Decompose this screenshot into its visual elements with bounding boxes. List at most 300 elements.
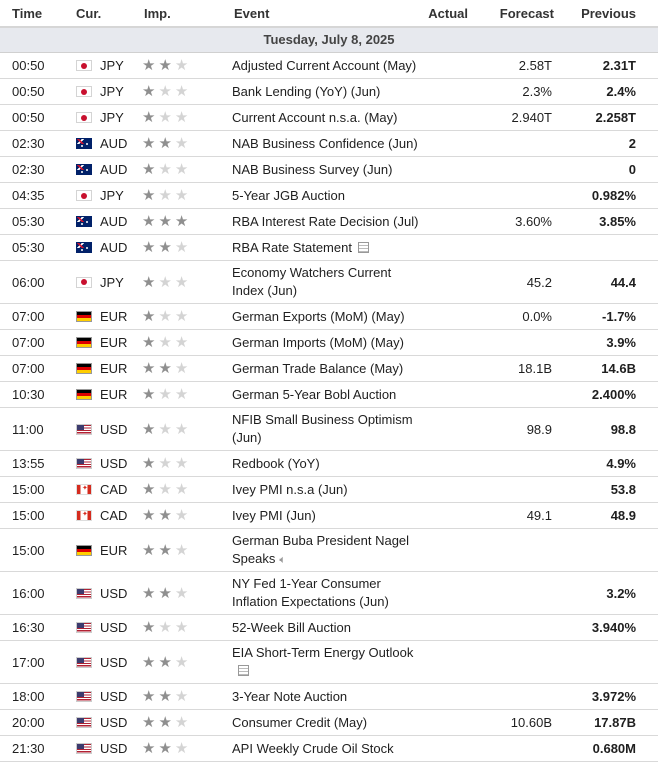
event-name[interactable]	[232, 188, 422, 203]
event-previous: 2.258T	[595, 110, 636, 125]
aud-flag-icon	[76, 242, 92, 253]
event-name[interactable]	[232, 240, 422, 255]
star-icon: ★	[174, 619, 189, 636]
event-forecast: 49.1	[526, 508, 552, 523]
table-row[interactable]	[0, 304, 658, 330]
event-previous: 0	[628, 162, 636, 177]
event-title[interactable]: Current Account n.s.a. (May)	[232, 110, 398, 125]
star-icon: ★	[142, 57, 156, 74]
event-currency	[54, 309, 136, 324]
importance-rating	[136, 508, 232, 523]
table-row[interactable]	[0, 157, 658, 183]
event-currency	[54, 620, 136, 635]
currency-code: EUR	[100, 335, 128, 350]
event-currency	[54, 689, 136, 704]
currency-code: AUD	[100, 136, 128, 151]
star-icon: ★	[158, 420, 172, 438]
event-time: 16:00	[12, 585, 45, 601]
table-row[interactable]	[0, 736, 658, 762]
usd-flag-icon	[76, 657, 92, 668]
currency-code: JPY	[100, 188, 124, 203]
star-icon: ★	[158, 584, 172, 602]
star-icon: ★	[174, 213, 189, 230]
event-currency	[54, 162, 136, 177]
event-currency	[54, 741, 136, 756]
event-name[interactable]	[232, 214, 422, 229]
star-icon: ★	[142, 135, 156, 152]
star-icon: ★	[142, 714, 156, 731]
star-icon: ★	[142, 239, 156, 256]
importance-rating	[136, 58, 232, 73]
currency-code: USD	[100, 715, 128, 730]
importance-rating	[136, 456, 232, 471]
event-title[interactable]: German 5-Year Bobl Auction	[232, 387, 397, 402]
currency-code: USD	[100, 620, 128, 635]
event-title[interactable]: German Exports (MoM) (May)	[232, 309, 405, 324]
usd-flag-icon	[76, 588, 92, 599]
star-icon: ★	[158, 619, 172, 636]
table-row[interactable]	[0, 641, 658, 684]
event-time: 13:55	[12, 456, 45, 471]
eur-flag-icon	[76, 337, 92, 348]
star-icon: ★	[174, 360, 189, 377]
currency-code: AUD	[100, 162, 128, 177]
star-icon: ★	[158, 455, 172, 472]
star-icon: ★	[142, 83, 156, 100]
event-currency	[54, 387, 136, 402]
event-title[interactable]: Ivey PMI (Jun)	[232, 508, 316, 523]
event-forecast: 98.9	[526, 421, 552, 437]
star-icon: ★	[142, 481, 156, 498]
event-title[interactable]: RBA Interest Rate Decision (Jul)	[232, 214, 419, 229]
table-row[interactable]	[0, 503, 658, 529]
eur-flag-icon	[76, 311, 92, 322]
event-time: 07:00	[12, 361, 45, 376]
event-title[interactable]: Consumer Credit (May)	[232, 715, 368, 730]
event-title[interactable]: NFIB Small Business Optimism (Jun)	[232, 412, 413, 445]
event-previous: 3.940%	[591, 620, 636, 635]
event-time: 20:00	[12, 715, 45, 730]
event-previous: 48.9	[610, 508, 636, 523]
event-currency	[54, 275, 136, 290]
event-currency	[54, 543, 136, 558]
star-icon: ★	[142, 308, 156, 325]
event-title[interactable]: Economy Watchers Current Index (Jun)	[232, 265, 392, 298]
currency-code: USD	[100, 741, 128, 756]
event-forecast: 2.58T	[518, 58, 552, 73]
event-name[interactable]	[232, 162, 422, 177]
star-icon: ★	[158, 541, 172, 559]
event-currency	[54, 335, 136, 350]
event-time: 07:00	[12, 335, 45, 350]
event-name[interactable]	[232, 532, 422, 569]
star-icon: ★	[158, 481, 172, 498]
event-title[interactable]: Redbook (YoY)	[232, 456, 320, 471]
event-name[interactable]	[232, 689, 422, 704]
table-row[interactable]	[0, 451, 658, 477]
star-icon: ★	[158, 334, 172, 351]
importance-rating	[136, 741, 232, 756]
event-title[interactable]: NAB Business Confidence (Jun)	[232, 136, 418, 151]
star-icon: ★	[174, 714, 189, 731]
importance-rating	[136, 275, 232, 290]
importance-rating	[136, 655, 232, 670]
event-title[interactable]: 3-Year Note Auction	[232, 689, 348, 704]
aud-flag-icon	[76, 138, 92, 149]
table-row[interactable]	[0, 183, 658, 209]
star-icon: ★	[158, 187, 172, 204]
event-currency	[54, 110, 136, 125]
event-title[interactable]: NY Fed 1-Year Consumer Inflation Expectations (Jun)	[232, 576, 389, 609]
event-title[interactable]: API Weekly Crude Oil Stock	[232, 741, 394, 756]
star-icon: ★	[174, 135, 189, 152]
importance-rating	[136, 84, 232, 99]
event-currency	[54, 586, 136, 601]
event-time: 05:30	[12, 240, 45, 255]
table-row[interactable]	[0, 710, 658, 736]
event-currency	[54, 508, 136, 523]
star-icon: ★	[142, 360, 156, 377]
star-icon: ★	[158, 83, 172, 100]
header-event[interactable]: Event	[234, 5, 270, 21]
event-time: 15:00	[12, 508, 45, 523]
aud-flag-icon	[76, 164, 92, 175]
event-name[interactable]	[232, 361, 422, 376]
currency-code: EUR	[100, 387, 128, 402]
star-icon: ★	[142, 420, 156, 438]
star-icon: ★	[174, 386, 189, 403]
currency-code: JPY	[100, 84, 124, 99]
star-icon: ★	[158, 161, 172, 178]
event-time: 15:00	[12, 542, 45, 558]
event-title[interactable]: German Trade Balance (May)	[232, 361, 404, 376]
currency-code: JPY	[100, 110, 124, 125]
importance-rating	[136, 136, 232, 151]
event-currency	[54, 58, 136, 73]
event-rows	[0, 53, 658, 762]
currency-code: EUR	[100, 361, 128, 376]
star-icon: ★	[174, 541, 189, 559]
date-header: Tuesday, July 8, 2025	[0, 27, 658, 53]
usd-flag-icon	[76, 691, 92, 702]
usd-flag-icon	[76, 458, 92, 469]
event-title[interactable]: Adjusted Current Account (May)	[232, 58, 417, 73]
star-icon: ★	[158, 239, 172, 256]
usd-flag-icon	[76, 717, 92, 728]
header-forecast[interactable]: Forecast	[499, 5, 554, 21]
star-icon: ★	[174, 740, 189, 757]
document-icon	[238, 665, 249, 676]
star-icon: ★	[174, 187, 189, 204]
event-title[interactable]: RBA Rate Statement	[232, 240, 352, 255]
event-name[interactable]	[232, 387, 422, 402]
event-time: 15:00	[12, 482, 45, 497]
star-icon: ★	[142, 109, 156, 126]
event-currency	[54, 188, 136, 203]
event-forecast: 2.940T	[511, 110, 552, 125]
event-name[interactable]	[232, 335, 422, 350]
event-name[interactable]	[232, 58, 422, 73]
star-icon: ★	[158, 688, 172, 705]
event-name[interactable]	[232, 264, 422, 300]
eur-flag-icon	[76, 545, 92, 556]
event-forecast: 18.1B	[518, 361, 552, 376]
importance-rating	[136, 482, 232, 497]
star-icon: ★	[142, 273, 156, 291]
importance-rating	[136, 361, 232, 376]
table-row[interactable]	[0, 330, 658, 356]
event-time: 00:50	[12, 110, 45, 125]
star-icon: ★	[158, 360, 172, 377]
star-icon: ★	[174, 334, 189, 351]
star-icon: ★	[158, 57, 172, 74]
event-time: 16:30	[12, 620, 45, 635]
speaker-icon: 🔈︎	[279, 553, 286, 566]
importance-rating	[136, 335, 232, 350]
table-row[interactable]	[0, 235, 658, 261]
table-row[interactable]	[0, 408, 658, 451]
eur-flag-icon	[76, 363, 92, 374]
currency-code: EUR	[100, 542, 128, 558]
star-icon: ★	[174, 481, 189, 498]
star-icon: ★	[174, 507, 189, 524]
event-name[interactable]	[232, 411, 422, 447]
event-previous: 3.9%	[606, 335, 636, 350]
header-currency[interactable]: Cur.	[76, 5, 102, 21]
event-previous: 3.85%	[599, 214, 636, 229]
cad-flag-icon	[76, 484, 92, 495]
event-currency	[54, 214, 136, 229]
star-icon: ★	[174, 161, 189, 178]
importance-rating	[136, 162, 232, 177]
event-title[interactable]: EIA Short-Term Energy Outlook	[232, 645, 414, 660]
event-currency	[54, 84, 136, 99]
event-previous: 53.8	[610, 482, 636, 497]
importance-rating	[136, 309, 232, 324]
event-previous: 2.400%	[591, 387, 636, 402]
jpy-flag-icon	[76, 190, 92, 201]
event-time: 00:50	[12, 58, 45, 73]
jpy-flag-icon	[76, 60, 92, 71]
event-time: 07:00	[12, 309, 45, 324]
event-title[interactable]: Ivey PMI n.s.a (Jun)	[232, 482, 348, 497]
star-icon: ★	[174, 109, 189, 126]
event-previous: 17.87B	[594, 715, 636, 730]
star-icon: ★	[158, 386, 172, 403]
event-name[interactable]	[232, 508, 422, 523]
table-row[interactable]	[0, 53, 658, 79]
event-previous: 2.4%	[606, 84, 636, 99]
event-name[interactable]	[232, 110, 422, 125]
star-icon: ★	[174, 308, 189, 325]
event-previous: 3.972%	[591, 689, 636, 704]
table-row[interactable]	[0, 105, 658, 131]
importance-rating	[136, 214, 232, 229]
currency-code: CAD	[100, 508, 128, 523]
star-icon: ★	[158, 109, 172, 126]
event-previous: 14.6B	[601, 361, 636, 376]
event-currency	[54, 361, 136, 376]
table-row[interactable]	[0, 356, 658, 382]
usd-flag-icon	[76, 622, 92, 633]
event-previous: 0.982%	[591, 188, 636, 203]
cad-flag-icon	[76, 510, 92, 521]
event-time: 00:50	[12, 84, 45, 99]
event-name[interactable]	[232, 456, 422, 471]
event-forecast: 3.60%	[515, 214, 552, 229]
importance-rating	[136, 689, 232, 704]
event-currency	[54, 422, 136, 437]
document-icon	[358, 242, 369, 253]
star-icon: ★	[174, 653, 189, 671]
event-name[interactable]	[232, 644, 422, 680]
event-previous: 3.2%	[606, 585, 636, 601]
event-name[interactable]	[232, 575, 422, 611]
event-time: 21:30	[12, 741, 45, 756]
star-icon: ★	[142, 334, 156, 351]
star-icon: ★	[158, 653, 172, 671]
star-icon: ★	[174, 57, 189, 74]
event-time: 10:30	[12, 387, 45, 402]
event-previous: 0.680M	[592, 741, 636, 756]
importance-rating	[136, 188, 232, 203]
star-icon: ★	[142, 455, 156, 472]
event-time: 17:00	[12, 654, 45, 670]
star-icon: ★	[158, 714, 172, 731]
event-title[interactable]: German Imports (MoM) (May)	[232, 335, 404, 350]
event-currency	[54, 136, 136, 151]
event-title[interactable]: 5-Year JGB Auction	[232, 188, 345, 203]
currency-code: USD	[100, 585, 128, 601]
star-icon: ★	[174, 239, 189, 256]
header-importance[interactable]: Imp.	[144, 5, 171, 21]
star-icon: ★	[174, 455, 189, 472]
importance-rating	[136, 387, 232, 402]
table-row[interactable]	[0, 382, 658, 408]
event-previous: 98.8	[610, 421, 636, 437]
star-icon: ★	[142, 187, 156, 204]
event-previous: 44.4	[610, 274, 636, 290]
currency-code: CAD	[100, 482, 128, 497]
table-row[interactable]	[0, 529, 658, 572]
table-row[interactable]	[0, 79, 658, 105]
event-currency	[54, 715, 136, 730]
event-title[interactable]: Bank Lending (YoY) (Jun)	[232, 84, 381, 99]
table-row[interactable]	[0, 572, 658, 615]
star-icon: ★	[142, 619, 156, 636]
star-icon: ★	[158, 135, 172, 152]
currency-code: AUD	[100, 214, 128, 229]
event-name[interactable]	[232, 715, 422, 730]
table-row[interactable]	[0, 477, 658, 503]
event-name[interactable]	[232, 482, 422, 497]
star-icon: ★	[142, 688, 156, 705]
event-time: 06:00	[12, 274, 45, 290]
star-icon: ★	[142, 740, 156, 757]
event-name[interactable]	[232, 620, 422, 635]
event-currency	[54, 456, 136, 471]
star-icon: ★	[142, 213, 156, 230]
star-icon: ★	[142, 541, 156, 559]
star-icon: ★	[174, 688, 189, 705]
star-icon: ★	[142, 507, 156, 524]
aud-flag-icon	[76, 216, 92, 227]
event-forecast: 2.3%	[522, 84, 552, 99]
usd-flag-icon	[76, 424, 92, 435]
importance-rating	[136, 715, 232, 730]
event-forecast: 45.2	[526, 274, 552, 290]
event-previous: 2	[628, 136, 636, 151]
importance-rating	[136, 620, 232, 635]
event-currency	[54, 240, 136, 255]
event-title[interactable]: 52-Week Bill Auction	[232, 620, 351, 635]
currency-code: USD	[100, 689, 128, 704]
star-icon: ★	[142, 386, 156, 403]
usd-flag-icon	[76, 743, 92, 754]
event-time: 04:35	[12, 188, 45, 203]
table-row[interactable]	[0, 209, 658, 235]
eur-flag-icon	[76, 389, 92, 400]
currency-code: JPY	[100, 274, 124, 290]
event-previous: -1.7%	[602, 309, 636, 324]
currency-code: AUD	[100, 240, 128, 255]
table-row[interactable]	[0, 615, 658, 641]
currency-code: EUR	[100, 309, 128, 324]
header-actual[interactable]: Actual	[428, 5, 468, 21]
event-name[interactable]	[232, 741, 422, 756]
event-currency	[54, 655, 136, 670]
star-icon: ★	[142, 653, 156, 671]
event-time: 05:30	[12, 214, 45, 229]
event-title[interactable]: NAB Business Survey (Jun)	[232, 162, 393, 177]
currency-code: USD	[100, 456, 128, 471]
importance-rating	[136, 586, 232, 601]
event-title[interactable]: German Buba President Nagel Speaks	[232, 532, 410, 566]
currency-code: USD	[100, 654, 128, 670]
currency-code: USD	[100, 421, 128, 437]
event-previous: 2.31T	[602, 58, 636, 73]
event-name[interactable]	[232, 309, 422, 324]
event-time: 11:00	[12, 421, 44, 437]
star-icon: ★	[142, 584, 156, 602]
event-name[interactable]	[232, 136, 422, 151]
event-currency	[54, 482, 136, 497]
jpy-flag-icon	[76, 86, 92, 97]
jpy-flag-icon	[76, 277, 92, 288]
star-icon: ★	[174, 273, 189, 291]
star-icon: ★	[174, 584, 189, 602]
table-row[interactable]	[0, 131, 658, 157]
star-icon: ★	[158, 308, 172, 325]
importance-rating	[136, 543, 232, 558]
star-icon: ★	[158, 213, 172, 230]
event-name[interactable]	[232, 84, 422, 99]
currency-code: JPY	[100, 58, 124, 73]
table-header	[0, 0, 658, 27]
event-forecast: 0.0%	[522, 309, 552, 324]
event-time: 02:30	[12, 162, 45, 177]
star-icon: ★	[174, 420, 189, 438]
table-row[interactable]	[0, 261, 658, 304]
importance-rating	[136, 422, 232, 437]
importance-rating	[136, 240, 232, 255]
star-icon: ★	[158, 273, 172, 291]
header-previous[interactable]: Previous	[581, 5, 636, 21]
header-time[interactable]: Time	[12, 5, 43, 21]
star-icon: ★	[142, 161, 156, 178]
event-forecast: 10.60B	[510, 715, 552, 730]
table-row[interactable]	[0, 684, 658, 710]
